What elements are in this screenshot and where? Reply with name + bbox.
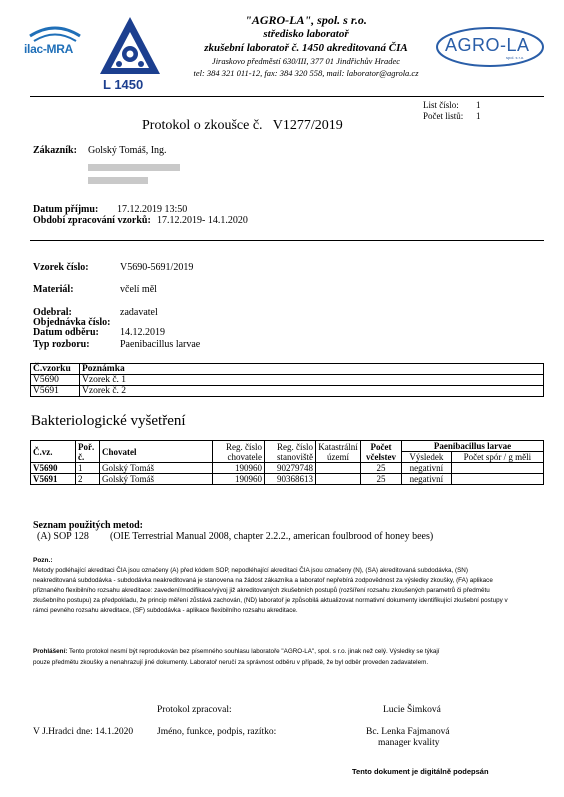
results-header-colonies: Počet včelstev (361, 441, 402, 463)
agrola-logo-text: AGRO-LA (445, 35, 530, 55)
material-value: včelí měl (120, 284, 157, 295)
cia-logo (97, 14, 163, 94)
place-date: V J.Hradci dne: 14.1.2020 (33, 727, 134, 737)
agrola-logo-sub: spol. s r.o. (506, 55, 525, 60)
header-line2: středisko laboratoř (263, 28, 349, 40)
method-code: (A) SOP 128 (37, 531, 89, 542)
notes-cell: Vzorek č. 1 (80, 375, 544, 386)
header-line3: zkušební laboratoř č. 1450 akreditovaná ČIA (204, 42, 408, 54)
declaration-text: Tento protokol nesmí být reprodukován bez písemného souhlasu laboratoře "AGRO-LA", spol. s r.o. jinak než celý. Výsledky se týkají pouze předmětu zkoušky a nenahrazují jiné dokumenty. Laboratoř neručí za správnost odběru v případě, že byl odběr proveden zadavatelem. (33, 648, 440, 666)
company-name: "AGRO-LA", spol. s r.o. (245, 13, 367, 27)
results-cell: 25 (361, 474, 402, 485)
results-cell (316, 474, 361, 485)
analysis-type-label: Typ rozboru: (33, 339, 90, 350)
declaration-label: Prohlášení: (33, 648, 68, 655)
results-cell: Golský Tomáš (100, 463, 213, 474)
table-row (31, 375, 544, 386)
header-line4: Jiraskovo předměstí 630/III, 377 01 Jindřichův Hradec (211, 56, 401, 66)
table-row (31, 463, 544, 474)
notes-cell: V5690 (31, 375, 80, 386)
notes-cell: Vzorek č. 2 (80, 386, 544, 397)
page-count-value: 1 (476, 111, 481, 121)
results-header-sample: Č.vz. (31, 441, 76, 463)
method-description: (OIE Terrestrial Manual 2008, chapter 2.2.2., american foulbrood of honey bees) (110, 531, 434, 542)
results-cell (451, 474, 543, 485)
table-row (31, 386, 544, 397)
order-label: Objednávka číslo: (33, 317, 111, 328)
results-cell: 190960 (213, 463, 265, 474)
table-row (31, 474, 544, 485)
results-cell: 1 (76, 463, 100, 474)
prepared-by-label: Protokol zpracoval: (157, 705, 232, 715)
customer-label: Zákazník: (33, 145, 77, 156)
agrola-logo (435, 26, 545, 68)
taken-value: zadavatel (120, 307, 158, 318)
customer-city-redacted (88, 171, 148, 189)
results-cell (451, 463, 543, 474)
analysis-type-value: Paenibacillus larvae (120, 339, 201, 350)
results-cell: 25 (361, 463, 402, 474)
results-cell: V5691 (31, 474, 76, 485)
sample-notes-table (30, 363, 544, 397)
methods-label: Seznam použitých metod: (33, 520, 143, 531)
sampling-date-value: 14.12.2019 (120, 327, 165, 338)
taken-label: Odebral: (33, 307, 72, 318)
received-value: 17.12.2019 13:50 (117, 204, 188, 215)
customer-name: Golský Tomáš, Ing. (88, 145, 167, 156)
remarks-label: Pozn.: (33, 557, 53, 564)
results-header-group: Paenibacillus larvae (402, 441, 544, 452)
remarks-text: Metody podléhající akreditaci ČIA jsou označeny (A) před kódem SOP, nepodléhající akreditaci ČIA jsou označeny (N), (SA) akreditovaná subdodávka, (SN) neakreditovaná subdodávka - subdodávka neakreditovaná je stanovena na žádost zákazníka a laboratoř nepřebírá zodpovědnost za výsledky zkoušky, (FA) aplikace přiznaného flexibilního rozsahu akreditace: zavedení/modifikace/vývoj již akreditovaných zkušebních postupů (rozšíření rozsahu zkoušených parametrů či předmětu zkušebního postupu) za předpokladu, že princip měření zůstává zachován, (ND) laboratoř je způsobilá aktualizovat normativní dokumenty identifikující zkušební postupy v rámci pevného rozsahu akreditace, (SF) subdodávka - aplikace flexibilního rozsahu akreditace. (33, 567, 508, 614)
received-label: Datum příjmu: (33, 204, 99, 215)
material-label: Materiál: (33, 284, 74, 295)
results-header-cadastre: Katastrální území (316, 441, 361, 463)
results-header-spores: Počet spór / g měli (451, 452, 543, 463)
results-cell: negativní (402, 474, 452, 485)
manager-name: Bc. Lenka Fajmanová (366, 727, 450, 737)
sample-no-label: Vzorek číslo: (33, 262, 89, 273)
page-count (423, 111, 481, 121)
sampling-date-label: Datum odběru: (33, 327, 99, 338)
ilac-logo-text: ilac-MRA (24, 42, 73, 56)
cia-code: L 1450 (103, 77, 144, 92)
name-function-label: Jméno, funkce, podpis, razítko: (157, 727, 277, 737)
list-number-label: List číslo: (423, 100, 459, 110)
notes-header-sample: Č.vzorku (31, 364, 80, 375)
notes-header-row (31, 364, 544, 375)
results-cell: 90368613 (265, 474, 316, 485)
results-table (30, 440, 544, 485)
period-value: 17.12.2019- 14.1.2020 (157, 215, 248, 226)
declaration (33, 647, 458, 668)
results-cell: 90279748 (265, 463, 316, 474)
header-divider (30, 96, 544, 97)
section-title: Bakteriologické vyšetření (31, 413, 186, 429)
ilac-mra-logo (24, 22, 86, 68)
results-header-result: Výsledek (402, 452, 452, 463)
divider-1 (30, 240, 544, 241)
notes-header-note: Poznámka (80, 364, 544, 375)
results-header-breeder: Chovatel (100, 441, 213, 463)
protocol-title: Protokol o zkoušce č. V1277/2019 (142, 118, 343, 133)
results-cell (316, 463, 361, 474)
period-label: Období zpracování vzorků: (33, 215, 151, 226)
list-number-value: 1 (476, 100, 481, 110)
list-number (423, 100, 481, 110)
notes-cell: V5691 (31, 386, 80, 397)
prepared-by-name: Lucie Šimková (383, 705, 441, 715)
results-header-order: Poř. č. (76, 441, 100, 463)
results-cell: negativní (402, 463, 452, 474)
cia-triangle-icon (97, 14, 163, 78)
results-header-breeder-reg: Reg. číslo chovatele (213, 441, 265, 463)
manager-role: manager kvality (378, 738, 440, 748)
results-group-row (31, 441, 544, 452)
digital-signature-note: Tento dokument je digitálně podepsán (352, 767, 489, 776)
results-cell: V5690 (31, 463, 76, 474)
results-cell: 190960 (213, 474, 265, 485)
results-header-site-reg: Reg. číslo stanoviště (265, 441, 316, 463)
header-line5: tel: 384 321 011-12, fax: 384 320 558, mail: laborator@agrola.cz (193, 68, 419, 78)
results-cell: 2 (76, 474, 100, 485)
page-count-label: Počet listů: (423, 111, 464, 121)
results-cell: Golský Tomáš (100, 474, 213, 485)
sample-no-value: V5690-5691/2019 (120, 262, 194, 273)
